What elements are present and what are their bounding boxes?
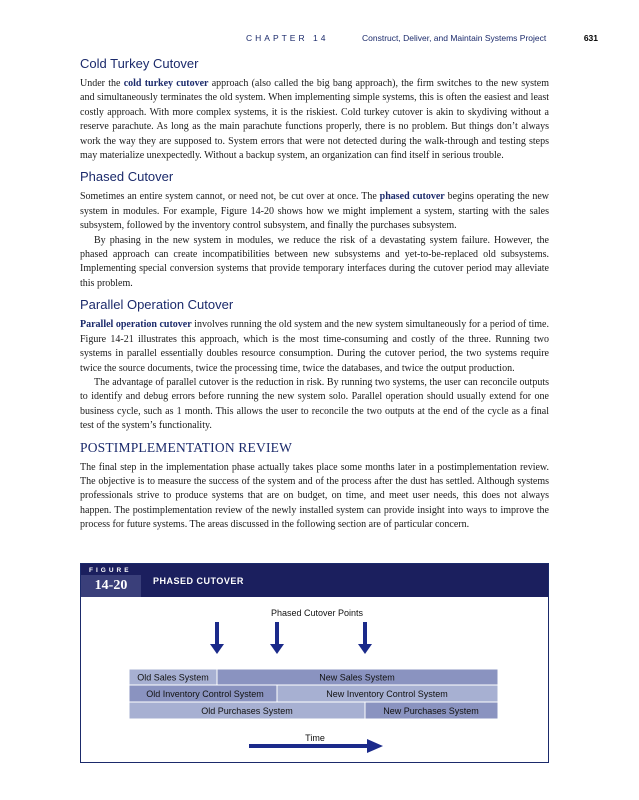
text-run: involves running the old system and the new system simultaneously for a period of time. Figure 14-21 illustrates this approach, which is the most time-consuming and costly of the three. Running two systems in parallel essentially doubles resource consumption. During the cutover period, the two systems require twice the source documents, twice the processing time, twice the databases, and twice the output production. — [80, 319, 550, 374]
old-sales-label: Old Sales System — [137, 672, 209, 683]
heading-cold-turkey: Cold Turkey Cutover — [80, 56, 199, 71]
key-term: phased cutover — [379, 191, 445, 203]
phased-cutover-diagram — [81, 564, 548, 762]
cutover-arrow-3 — [358, 622, 372, 654]
paragraph-parallel-2: The advantage of parallel cutover is the reduction in risk. By running two systems, the user can reconcile outputs to identify and debug errors before running the new system solo. Parallel operation should usually extend for one business cycle, such as 1 month. This allows the user to reconcile the two outputs at the end of the cycle as a final test of the system’s functionality. — [80, 376, 549, 432]
figure-word: FIGURE — [89, 567, 132, 574]
key-term: cold turkey cutover — [123, 78, 209, 89]
text-run: approach (also called the big bang approach), the firm switches to the new system and simultaneously terminates the old system. When implementing simple systems, this is often the easiest and least costly approach. With more complex systems, it is the riskiest. Cold turkey cutover is akin to skydiving without a reserve parachute. As long as the main parachute functions properly, there is no problem. But things don’t always work the way they are supposed to. System errors that were not detected during the walk-through and testing steps may materialize unexpectedly. Without a backup system, an organization can find itself in serious trouble. — [80, 78, 549, 162]
cutover-arrow-1 — [210, 622, 224, 654]
key-term: Parallel operation cutover — [80, 319, 192, 331]
text-run: Under the — [80, 78, 124, 89]
figure-title: PHASED CUTOVER — [153, 576, 244, 586]
chapter-label: CHAPTER 14 — [246, 33, 329, 43]
old-inventory-label: Old Inventory Control System — [146, 689, 264, 699]
new-sales-label: New Sales System — [319, 672, 395, 683]
paragraph-phased-1 — [80, 190, 549, 233]
time-label: Time — [305, 733, 325, 743]
page-content — [80, 56, 549, 533]
paragraph-parallel-1 — [80, 318, 549, 376]
heading-phased: Phased Cutover — [80, 169, 174, 185]
heading-postimplementation: POSTIMPLEMENTATION REVIEW — [80, 439, 293, 455]
running-head — [80, 33, 598, 45]
figure-14-20 — [80, 563, 549, 763]
cutover-arrow-2 — [270, 622, 284, 654]
figure-number: 14-20 — [81, 575, 141, 597]
page-number: 631 — [583, 33, 598, 43]
old-purchases-label: Old Purchases System — [201, 706, 293, 716]
new-purchases-label: New Purchases System — [383, 706, 479, 716]
text-run: begins operating the new system in modules. For example, Figure 14-20 shows how we might implement a system, starting with the sales subsystem, followed by the inventory control subsystem, and finally the purchases subsystem. — [80, 191, 549, 232]
phased-cutover-points-label: Phased Cutover Points — [270, 608, 364, 618]
paragraph-cold-turkey — [80, 77, 549, 163]
text-run: Sometimes an entire system cannot, or need not, be cut over at once. The — [80, 191, 380, 203]
heading-parallel: Parallel Operation Cutover — [80, 297, 234, 313]
paragraph-postimplementation: The final step in the implementation phase actually takes place some months later in a postimplementation review. The objective is to measure the success of the system and of the process after the dust has settled. Although systems professionals strive to produce systems that are on budget, on time, and meet user needs, this does not always happen. The postimplementation review of the newly installed system can provide insight into ways to improve the process for future systems. The areas discussed in the following section are of particular concern. — [80, 461, 549, 531]
paragraph-phased-2: By phasing in the new system in modules, we reduce the risk of a devastating system failure. However, the phased approach can create incompatibilities between new subsystems and yet-to-be-replaced old subsystems. Implementing special conversion systems that provide temporary interfaces during the cutover period may alleviate this problem. — [80, 234, 549, 289]
new-inventory-label: New Inventory Control System — [326, 689, 448, 699]
chapter-title: Construct, Deliver, and Maintain Systems Project — [362, 33, 547, 43]
